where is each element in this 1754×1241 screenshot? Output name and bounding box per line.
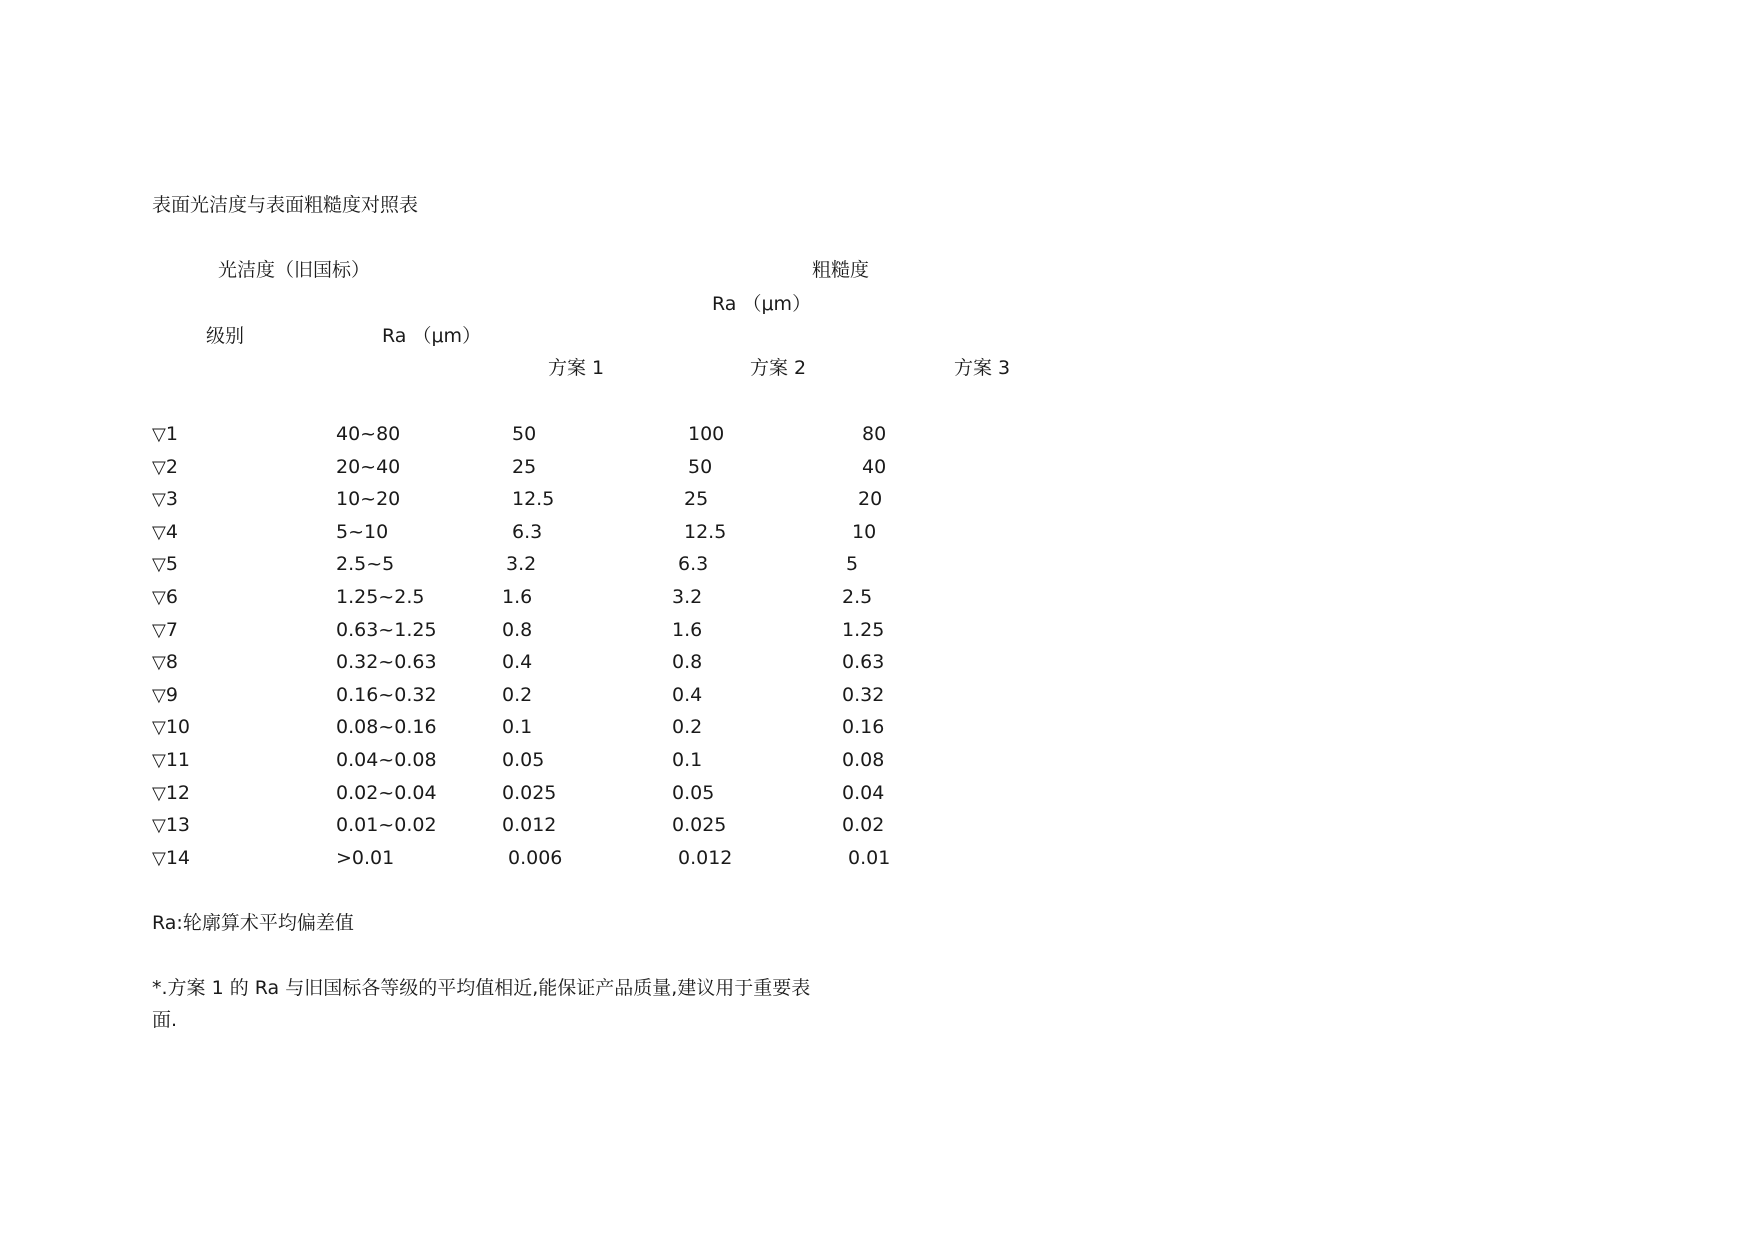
note-scheme-line-2: 面. <box>152 1009 178 1031</box>
scheme-1-cell: 3.2 <box>506 553 537 576</box>
ra-range-cell: 2.5~5 <box>336 553 395 576</box>
grade-number: 13 <box>165 814 191 837</box>
scheme-1-cell: 0.1 <box>502 716 533 739</box>
scheme-1-cell: 0.05 <box>502 749 545 771</box>
ra-range-cell: 0.16~0.32 <box>336 683 437 706</box>
grade-cell <box>152 487 178 512</box>
scheme-2-cell: 3.2 <box>672 586 703 608</box>
grade-number: 2 <box>165 455 178 478</box>
grade-cell <box>152 618 178 643</box>
scheme-3-cell: 0.01 <box>848 846 891 869</box>
scheme-3-cell: 0.16 <box>842 716 885 739</box>
scheme-2-cell: 100 <box>688 423 725 445</box>
grade-number: 6 <box>165 586 178 608</box>
scheme-2-cell: 1.6 <box>672 618 703 641</box>
table-row <box>0 422 1000 452</box>
grade-cell <box>152 683 178 708</box>
scheme-3-cell: 0.02 <box>842 814 885 837</box>
ra-range-cell: 20~40 <box>336 455 401 478</box>
grade-number: 8 <box>165 651 178 674</box>
scheme-1-cell: 0.8 <box>502 618 533 641</box>
grade-number: 7 <box>165 618 178 641</box>
note-ra-definition: Ra:轮廓算术平均偏差值 <box>152 912 354 934</box>
triangle-symbol-icon: ▽ <box>152 489 166 511</box>
table-row <box>0 846 1000 876</box>
ra-range-cell: >0.01 <box>336 846 395 869</box>
scheme-3-cell: 10 <box>852 520 877 543</box>
grade-cell <box>152 781 190 806</box>
table-row <box>0 585 1000 615</box>
ra-range-cell: 0.02~0.04 <box>336 781 437 804</box>
grade-cell <box>152 520 178 545</box>
table-row <box>0 455 1000 485</box>
triangle-symbol-icon: ▽ <box>152 684 166 706</box>
header-scheme-3: 方案 3 <box>954 357 1011 379</box>
triangle-symbol-icon: ▽ <box>152 815 166 837</box>
grade-number: 9 <box>165 683 178 706</box>
grade-cell <box>152 650 178 675</box>
grade-cell <box>152 585 178 610</box>
header-ra-unit-right: Ra （μm） <box>712 293 812 315</box>
scheme-1-cell: 0.006 <box>508 846 563 869</box>
ra-range-cell: 5~10 <box>336 520 389 543</box>
grade-cell <box>152 422 178 447</box>
scheme-1-cell: 0.2 <box>502 683 533 706</box>
triangle-symbol-icon: ▽ <box>152 717 166 739</box>
table-row <box>0 520 1000 550</box>
scheme-1-cell: 1.6 <box>502 586 533 608</box>
scheme-3-cell: 0.32 <box>842 683 885 706</box>
table-row <box>0 813 1000 843</box>
scheme-1-cell: 50 <box>512 423 537 445</box>
table-row <box>0 552 1000 582</box>
scheme-2-cell: 0.8 <box>672 651 703 674</box>
grade-cell <box>152 813 190 838</box>
scheme-1-cell: 25 <box>512 455 537 478</box>
scheme-3-cell: 2.5 <box>842 586 873 608</box>
scheme-1-cell: 0.025 <box>502 781 557 804</box>
table-row <box>0 683 1000 713</box>
scheme-3-cell: 5 <box>846 553 859 576</box>
scheme-1-cell: 0.4 <box>502 651 533 674</box>
scheme-2-cell: 6.3 <box>678 553 709 576</box>
header-smoothness-old: 光洁度（旧国标） <box>218 259 371 281</box>
grade-number: 14 <box>165 846 191 869</box>
triangle-symbol-icon: ▽ <box>152 847 166 869</box>
grade-number: 12 <box>165 781 191 804</box>
grade-number: 3 <box>165 488 178 511</box>
scheme-3-cell: 0.63 <box>842 651 885 674</box>
scheme-3-cell: 80 <box>862 423 887 445</box>
scheme-3-cell: 40 <box>862 455 887 478</box>
scheme-3-cell: 20 <box>858 488 883 511</box>
table-row <box>0 487 1000 517</box>
scheme-1-cell: 6.3 <box>512 520 543 543</box>
scheme-3-cell: 1.25 <box>842 618 885 641</box>
header-scheme-2: 方案 2 <box>750 357 807 379</box>
scheme-1-cell: 12.5 <box>512 488 555 511</box>
scheme-2-cell: 25 <box>684 488 709 511</box>
scheme-2-cell: 0.2 <box>672 716 703 739</box>
triangle-symbol-icon: ▽ <box>152 652 166 674</box>
ra-range-cell: 0.04~0.08 <box>336 749 437 771</box>
triangle-symbol-icon: ▽ <box>152 782 166 804</box>
ra-range-cell: 10~20 <box>336 488 401 511</box>
grade-cell <box>152 748 190 773</box>
scheme-1-cell: 0.012 <box>502 814 557 837</box>
grade-number: 10 <box>165 716 191 739</box>
table-row <box>0 748 1000 778</box>
header-roughness: 粗糙度 <box>812 259 870 281</box>
header-scheme-1: 方案 1 <box>548 357 605 379</box>
scheme-2-cell: 50 <box>688 455 713 478</box>
table-row <box>0 715 1000 745</box>
triangle-symbol-icon: ▽ <box>152 424 166 445</box>
page-title: 表面光洁度与表面粗糙度对照表 <box>152 194 419 216</box>
ra-range-cell: 1.25~2.5 <box>336 586 425 608</box>
triangle-symbol-icon: ▽ <box>152 456 166 478</box>
scheme-2-cell: 0.025 <box>672 814 727 837</box>
ra-range-cell: 0.63~1.25 <box>336 618 437 641</box>
grade-number: 1 <box>165 423 178 445</box>
grade-number: 11 <box>165 749 191 771</box>
scheme-2-cell: 0.05 <box>672 781 715 804</box>
ra-range-cell: 0.08~0.16 <box>336 716 437 739</box>
scheme-2-cell: 12.5 <box>684 520 727 543</box>
scheme-2-cell: 0.4 <box>672 683 703 706</box>
grade-cell <box>152 846 190 871</box>
scheme-3-cell: 0.04 <box>842 781 885 804</box>
scheme-2-cell: 0.1 <box>672 749 703 771</box>
grade-number: 5 <box>165 553 178 576</box>
grade-cell <box>152 715 190 740</box>
grade-number: 4 <box>165 520 178 543</box>
scheme-2-cell: 0.012 <box>678 846 733 869</box>
triangle-symbol-icon: ▽ <box>152 554 166 576</box>
ra-range-cell: 40~80 <box>336 423 401 445</box>
triangle-symbol-icon: ▽ <box>152 521 166 543</box>
header-grade: 级别 <box>206 325 245 347</box>
scheme-3-cell: 0.08 <box>842 749 885 771</box>
grade-cell <box>152 552 178 577</box>
triangle-symbol-icon: ▽ <box>152 587 166 608</box>
ra-range-cell: 0.32~0.63 <box>336 651 437 674</box>
grade-cell <box>152 455 178 480</box>
table-row <box>0 650 1000 680</box>
table-row <box>0 618 1000 648</box>
table-row <box>0 781 1000 811</box>
note-scheme-line-1: *.方案 1 的 Ra 与旧国标各等级的平均值相近,能保证产品质量,建议用于重要表 <box>152 977 811 999</box>
ra-range-cell: 0.01~0.02 <box>336 814 437 837</box>
header-ra-unit-left: Ra （μm） <box>382 325 482 347</box>
triangle-symbol-icon: ▽ <box>152 750 166 771</box>
triangle-symbol-icon: ▽ <box>152 619 166 641</box>
